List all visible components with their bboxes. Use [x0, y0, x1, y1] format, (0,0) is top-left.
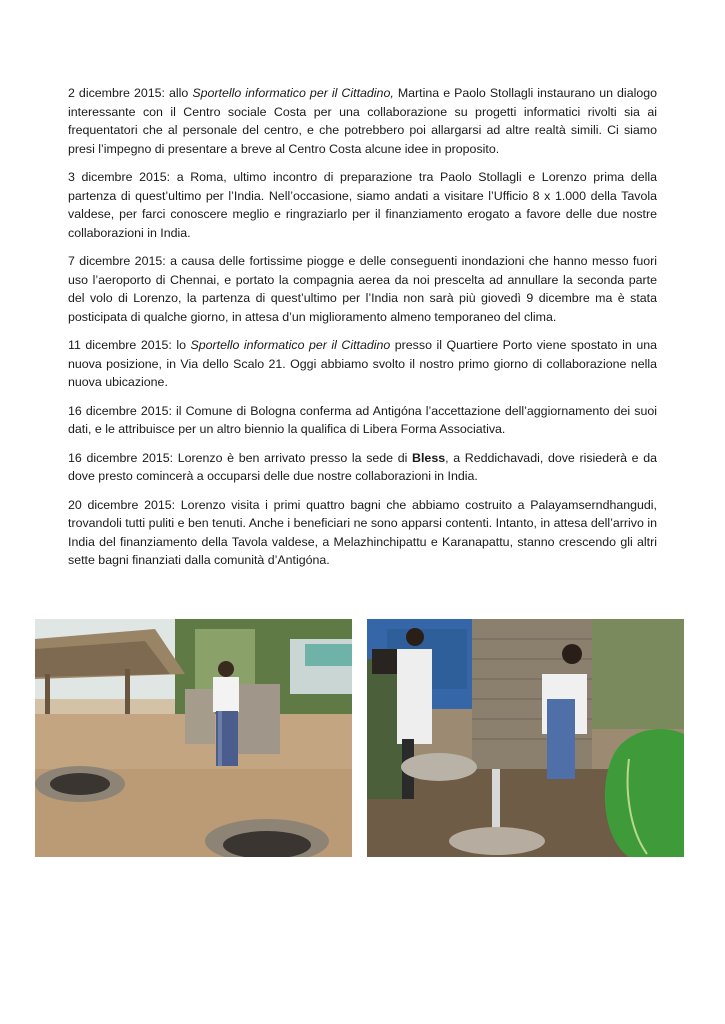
entry-date: 2 dicembre 2015:: [68, 86, 165, 100]
entry-20-dec: 20 dicembre 2015: Lorenzo visita i primi quattro bagni che abbiamo costruito a Palayamserndhangudi, trovandoli tutti puliti e ben tenuti. Anche i beneficiari ne sono apparsi contenti. Intanto, in attesa dell’arrivo in India del finanziamento della Tavola valdese, a Melazhinchipattu e Karanapattu, stanno crescendo gli altri sette bagni finanziati dalla comunità d’Antigóna.: [68, 497, 657, 567]
entry-7-dec: 7 dicembre 2015: a causa delle fortissime piogge e delle conseguenti inondazioni che hanno messo fuori uso l’aeroporto di Chennai, e portato la compagnia aerea da noi prescelta ad annullare la seconda parte del volo di Lorenzo, la partenza di quest’ultimo per l’India non sarà più giovedì 9 dicembre ma è stata posticipata di qualche giorno, in attesa d’un miglioramento almeno temporaneo del clima.: [68, 254, 657, 324]
bold-org-name: Bless: [412, 450, 446, 465]
entry-2-dec: 2 dicembre 2015: allo Sportello informatico per il Cittadino, Martina e Paolo Stollagli instaurano un dialogo interessante con il Centro sociale Costa per una collaborazione su progetti informatici rivolti sia ai frequentatori che al personale del centro, e che potrebbero poi allargarsi ad altre realtà simili. Ci siamo presi l’impegno di presentare a breve al Centro Costa alcune idee in proposito.: [68, 86, 658, 156]
entry-date: 16 dicembre 2015:: [68, 450, 174, 465]
photo-toilet-site-right: [367, 619, 684, 857]
entry-date: 3 dicembre 2015:: [68, 170, 171, 184]
italic-title: Sportello informatico per il Cittadino,: [192, 86, 394, 100]
entry-date: 11 dicembre 2015:: [68, 338, 172, 352]
italic-title: Sportello informatico per il Cittadino: [190, 338, 391, 352]
entry-date: 20 dicembre 2015:: [68, 497, 176, 512]
entry-11-dec: 11 dicembre 2015: lo Sportello informatico per il Cittadino presso il Quartiere Porto viene spostato in una nuova posizione, in Via dello Scalo 21. Oggi abbiamo svolto il nostro primo giorno di collaborazione nella nuova ubicazione.: [68, 338, 657, 389]
photo-toilet-site-right-image: [367, 619, 684, 857]
entry-date: 16 dicembre 2015:: [68, 403, 172, 418]
photo-toilet-site-left: [35, 619, 352, 857]
document-body: [68, 84, 657, 580]
entry-date: 7 dicembre 2015:: [68, 254, 166, 268]
entry-16-dec-comune: 16 dicembre 2015: il Comune di Bologna conferma ad Antigóna l’accettazione dell’aggiornamento dei suoi dati, e le attribuisce per un altro biennio la qualifica di Libera Forma Associativa.: [68, 403, 657, 436]
entry-3-dec: 3 dicembre 2015: a Roma, ultimo incontro di preparazione tra Paolo Stollagli e Lorenzo prima della partenza di quest’ultimo per l’India. Nell’occasione, siamo andati a visitare l’Ufficio 8 x 1.000 della Tavola valdese, per farci conoscere meglio e ringraziarlo per il finanziamento erogato a favore delle due nostre collaborazioni in India.: [68, 170, 657, 240]
entry-16-dec-bless: 16 dicembre 2015: Lorenzo è ben arrivato presso la sede di Bless, a Reddichavadi, dove risiederà e da dove presto comincerà a occuparsi delle due nostre collaborazioni in India.: [68, 450, 657, 483]
photo-toilet-site-left-image: [35, 619, 352, 857]
